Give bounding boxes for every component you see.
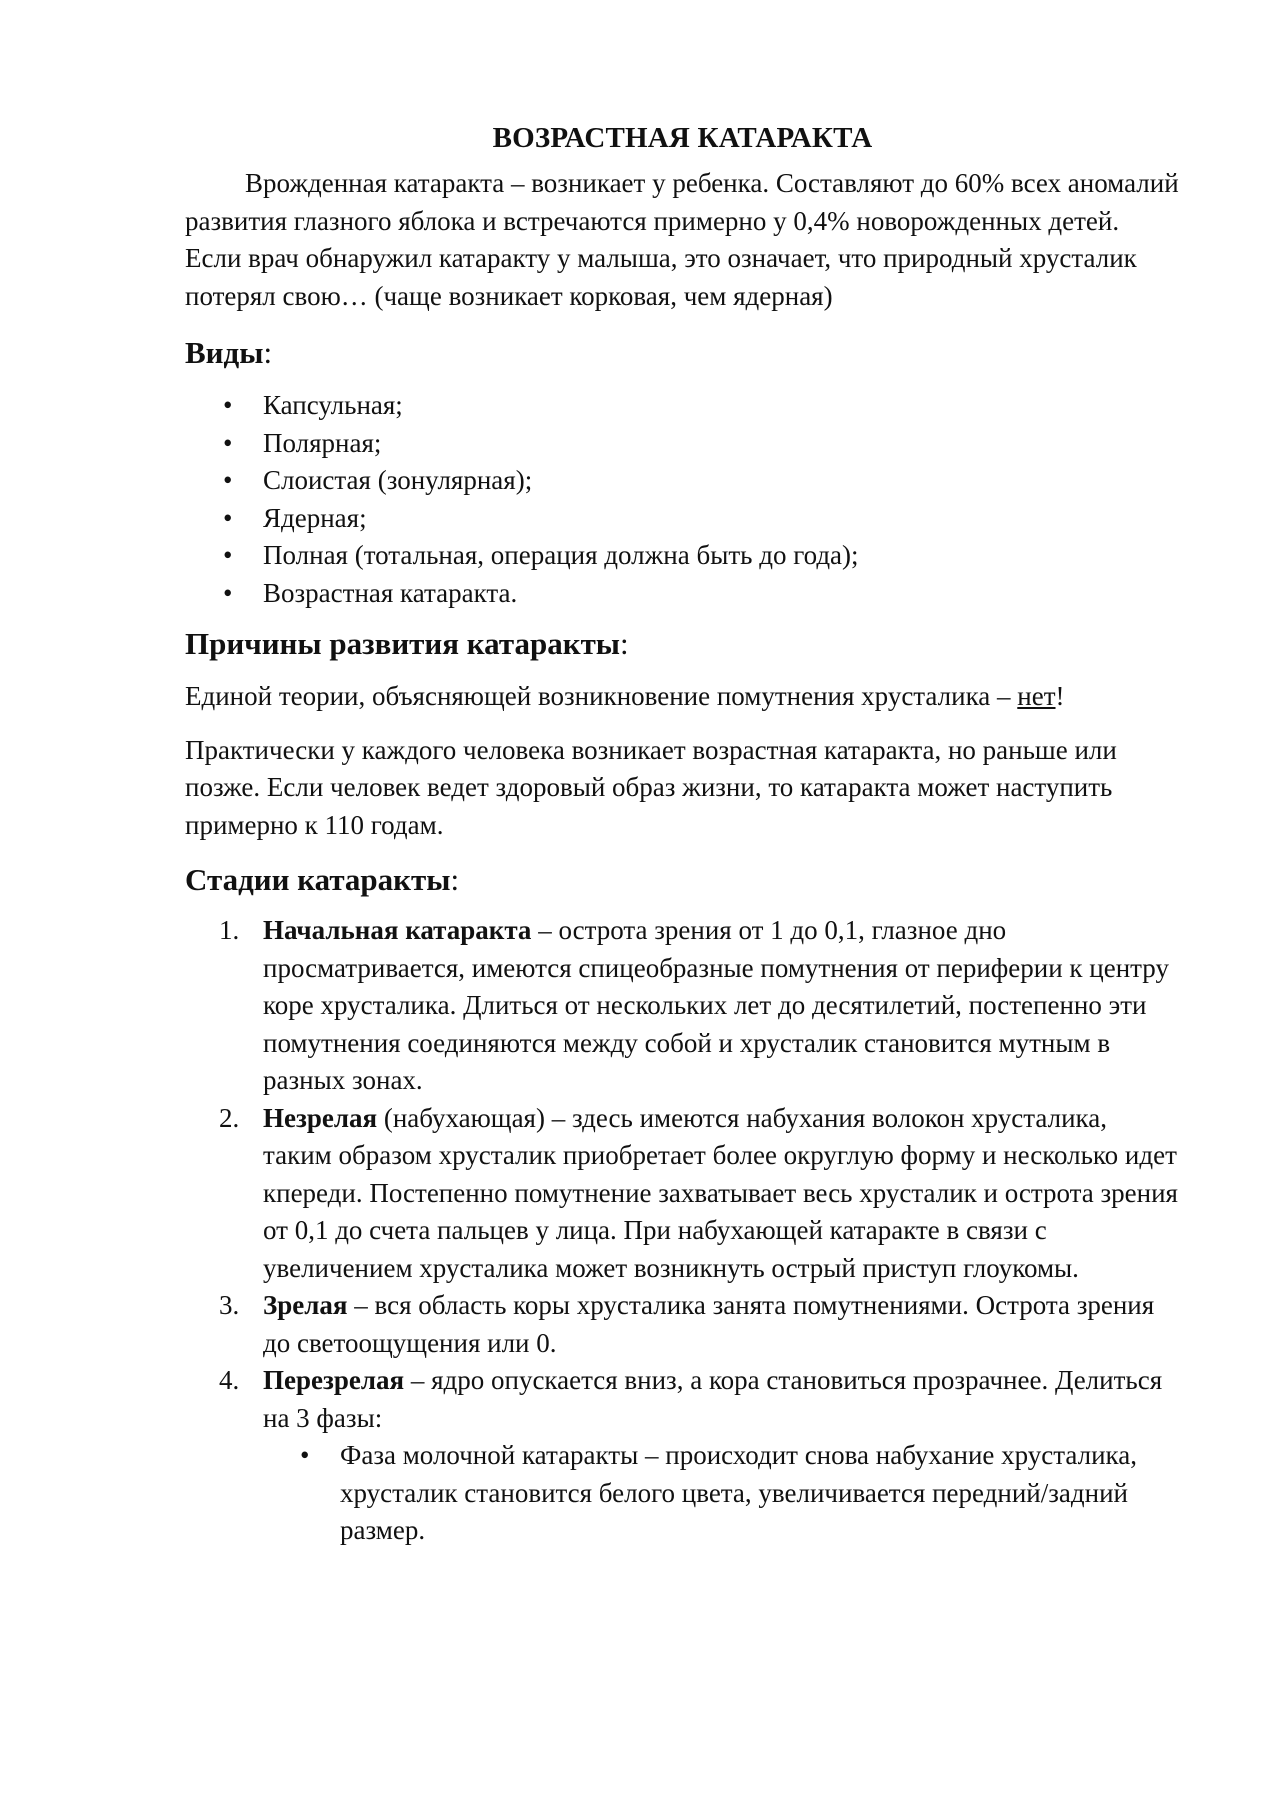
page-title: ВОЗРАСТНАЯ КАТАРАКТА xyxy=(492,122,873,154)
bullet-icon: • xyxy=(223,502,233,533)
stage-term: Начальная катаракта xyxy=(263,915,532,945)
stage-number: 1. xyxy=(219,915,240,945)
causes-paragraph-1: Единой теории, объясняющей возникновение помутнения хрусталика – нет! xyxy=(185,681,1065,711)
stage-term: Незрелая xyxy=(263,1102,378,1133)
list-item: • Возрастная катаракта. xyxy=(185,575,1180,613)
stage-item: 2. Незрелая (набухающая) – здесь имеются набухания волокон хрусталика, таким образом хрусталик приобретает более округлую форму и несколько идет кпереди. Постепенно помутнение захватывает весь хрусталик и острота зрения от 0,1 до счета пальцев у лица. При набухающей катаракте в связи с увеличением хрусталика может возникнуть острый приступ глоукомы. xyxy=(185,1100,1180,1288)
bullet-icon: • xyxy=(223,577,233,608)
stage-sub-list xyxy=(263,1437,1180,1550)
list-item: • Слоистая (зонулярная); xyxy=(185,462,1180,500)
bullet-icon: • xyxy=(223,540,233,570)
stage-number: 3. xyxy=(219,1290,240,1320)
stage-item: 3. Зрелая – вся область коры хрусталика занята помутнениями. Острота зрения до светоощущения или 0. xyxy=(185,1287,1180,1362)
stage-number: 4. xyxy=(219,1365,240,1395)
list-item: • Капсульная; xyxy=(185,387,1180,425)
types-list xyxy=(185,387,1180,612)
stage-term: Зрелая xyxy=(263,1290,348,1320)
bullet-icon: • xyxy=(223,390,233,420)
stage-number: 2. xyxy=(219,1102,240,1133)
intro-paragraph: Врожденная катаракта – возникает у ребенка. Составляют до 60% всех аномалий развития глазного яблока и встречаются примерно у 0,4% новорожденных детей. Если врач обнаружил катаракту у малыша, это означает, что природный хрусталик потерял свою… (чаще возникает корковая, чем ядерная) xyxy=(185,168,1179,311)
types-heading: Виды: xyxy=(185,335,273,370)
list-item: • Ядерная; xyxy=(185,500,1180,538)
stage-item: 4. Перезрелая – ядро опускается вниз, а кора становиться прозрачнее. Делиться на 3 фазы: • Фаза молочной катаракты – происходит снова набухание хрусталика, хрусталик становится белого цвета, увеличивается передний/задний размер. xyxy=(185,1362,1180,1550)
causes-paragraph-2: Практически у каждого человека возникает возрастная катаракта, но раньше или позже. Если человек ведет здоровый образ жизни, то катаракта может наступить примерно к 110 годам. xyxy=(185,734,1117,840)
underlined-word: нет xyxy=(1017,681,1056,711)
stages-heading: Стадии катаракты: xyxy=(185,862,460,897)
bullet-icon: • xyxy=(223,427,233,458)
stage-item: 1. Начальная катаракта – острота зрения от 1 до 0,1, глазное дно просматривается, имеются спицеобразные помутнения от периферии к центру коре хрусталика. Длиться от нескольких лет до десятилетий, постепенно эти помутнения соединяются между собой и хрусталик становится мутным в разных зонах. xyxy=(185,912,1180,1100)
list-item: • Полная (тотальная, операция должна быть до года); xyxy=(185,537,1180,575)
stage-term: Перезрелая xyxy=(263,1365,405,1395)
list-item: • Полярная; xyxy=(185,425,1180,463)
causes-heading: Причины развития катаракты: xyxy=(185,626,629,661)
list-item: • Фаза молочной катаракты – происходит снова набухание хрусталика, хрусталик становится белого цвета, увеличивается передний/задний размер. xyxy=(263,1437,1180,1550)
bullet-icon: • xyxy=(223,465,233,495)
bullet-icon: • xyxy=(300,1440,310,1470)
stages-list xyxy=(185,912,1180,1550)
